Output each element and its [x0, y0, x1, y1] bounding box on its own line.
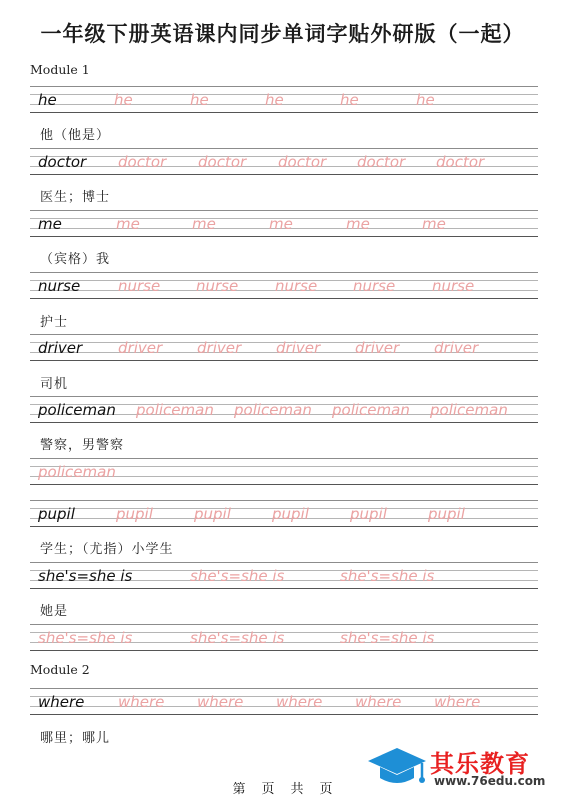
word-where: where [38, 693, 85, 711]
trace-word: he [114, 91, 133, 109]
page-title: 一年级下册英语课内同步单词字贴外研版（一起） [40, 22, 525, 46]
trace-word: doctor [278, 153, 327, 171]
trace-word: doctor [198, 153, 247, 171]
trace-word: policeman [136, 401, 214, 419]
trace-word: me [116, 215, 140, 233]
trace-word: policeman [234, 401, 312, 419]
trace-word: where [434, 693, 481, 711]
trace-word: where [355, 693, 402, 711]
trace-word: nurse [196, 277, 239, 295]
graduation-cap-icon [366, 744, 428, 790]
trace-word: driver [276, 339, 321, 357]
word-driver: driver [38, 339, 83, 357]
trace-word: she's=she is [340, 629, 435, 647]
practice-row-nurse [30, 272, 538, 300]
meaning-nurse: 护士 [40, 315, 69, 330]
word-pupil: pupil [38, 505, 75, 523]
trace-word: me [192, 215, 216, 233]
trace-word: nurse [432, 277, 475, 295]
footer-text: 页 [261, 782, 275, 797]
trace-word: pupil [116, 505, 153, 523]
word-he: he [38, 91, 57, 109]
trace-word: pupil [194, 505, 231, 523]
trace-word: doctor [436, 153, 485, 171]
word-shes: she's=she is [38, 567, 133, 585]
brand-url: www.76edu.com [434, 774, 546, 788]
practice-row-doctor [30, 148, 538, 176]
trace-word: me [422, 215, 446, 233]
trace-word: doctor [118, 153, 167, 171]
meaning-driver: 司机 [40, 377, 69, 392]
trace-word: driver [434, 339, 479, 357]
trace-word: she's=she is [190, 567, 285, 585]
trace-word: pupil [350, 505, 387, 523]
trace-word: she's=she is [190, 629, 285, 647]
brand-logo [366, 742, 562, 794]
trace-word: where [118, 693, 165, 711]
trace-word: driver [197, 339, 242, 357]
word-policeman: policeman [38, 401, 116, 419]
trace-word: where [197, 693, 244, 711]
meaning-me: （宾格）我 [40, 252, 111, 267]
practice-row-shes [30, 562, 538, 590]
trace-word: policeman [38, 463, 116, 481]
practice-row-he [30, 86, 538, 114]
trace-word: he [265, 91, 284, 109]
trace-word: pupil [428, 505, 465, 523]
meaning-shes: 她是 [40, 604, 69, 619]
trace-word: pupil [272, 505, 309, 523]
trace-word: doctor [357, 153, 406, 171]
meaning-doctor: 医生；博士 [40, 190, 111, 205]
trace-word: he [416, 91, 435, 109]
word-me: me [38, 215, 62, 233]
trace-word: he [340, 91, 359, 109]
trace-word: nurse [353, 277, 396, 295]
word-nurse: nurse [38, 277, 81, 295]
meaning-he: 他（他是） [40, 128, 111, 143]
trace-word: nurse [118, 277, 161, 295]
footer-text: 页 [319, 782, 333, 797]
practice-row-where [30, 688, 538, 716]
trace-word: he [190, 91, 209, 109]
trace-word: where [276, 693, 323, 711]
trace-word: she's=she is [38, 629, 133, 647]
trace-word: driver [355, 339, 400, 357]
trace-word: she's=she is [340, 567, 435, 585]
trace-word: nurse [275, 277, 318, 295]
trace-word: me [269, 215, 293, 233]
module-heading-2: Module 2 [30, 662, 90, 677]
word-doctor: doctor [38, 153, 87, 171]
trace-word: me [346, 215, 370, 233]
practice-row-pupil [30, 500, 538, 528]
practice-row-shes-continued [30, 624, 538, 652]
meaning-where: 哪里；哪儿 [40, 731, 111, 746]
brand-name: 其乐教育 [430, 750, 530, 778]
module-heading-1: Module 1 [30, 62, 90, 77]
trace-word: policeman [430, 401, 508, 419]
meaning-policeman: 警察，男警察 [40, 438, 125, 453]
footer-text: 共 [290, 782, 304, 797]
practice-row-policeman-continued [30, 458, 538, 486]
practice-row-policeman [30, 396, 538, 424]
practice-row-me [30, 210, 538, 238]
footer-text: 第 [232, 782, 246, 797]
meaning-pupil: 学生；（尤指）小学生 [40, 542, 174, 557]
practice-row-driver [30, 334, 538, 362]
trace-word: policeman [332, 401, 410, 419]
trace-word: driver [118, 339, 163, 357]
